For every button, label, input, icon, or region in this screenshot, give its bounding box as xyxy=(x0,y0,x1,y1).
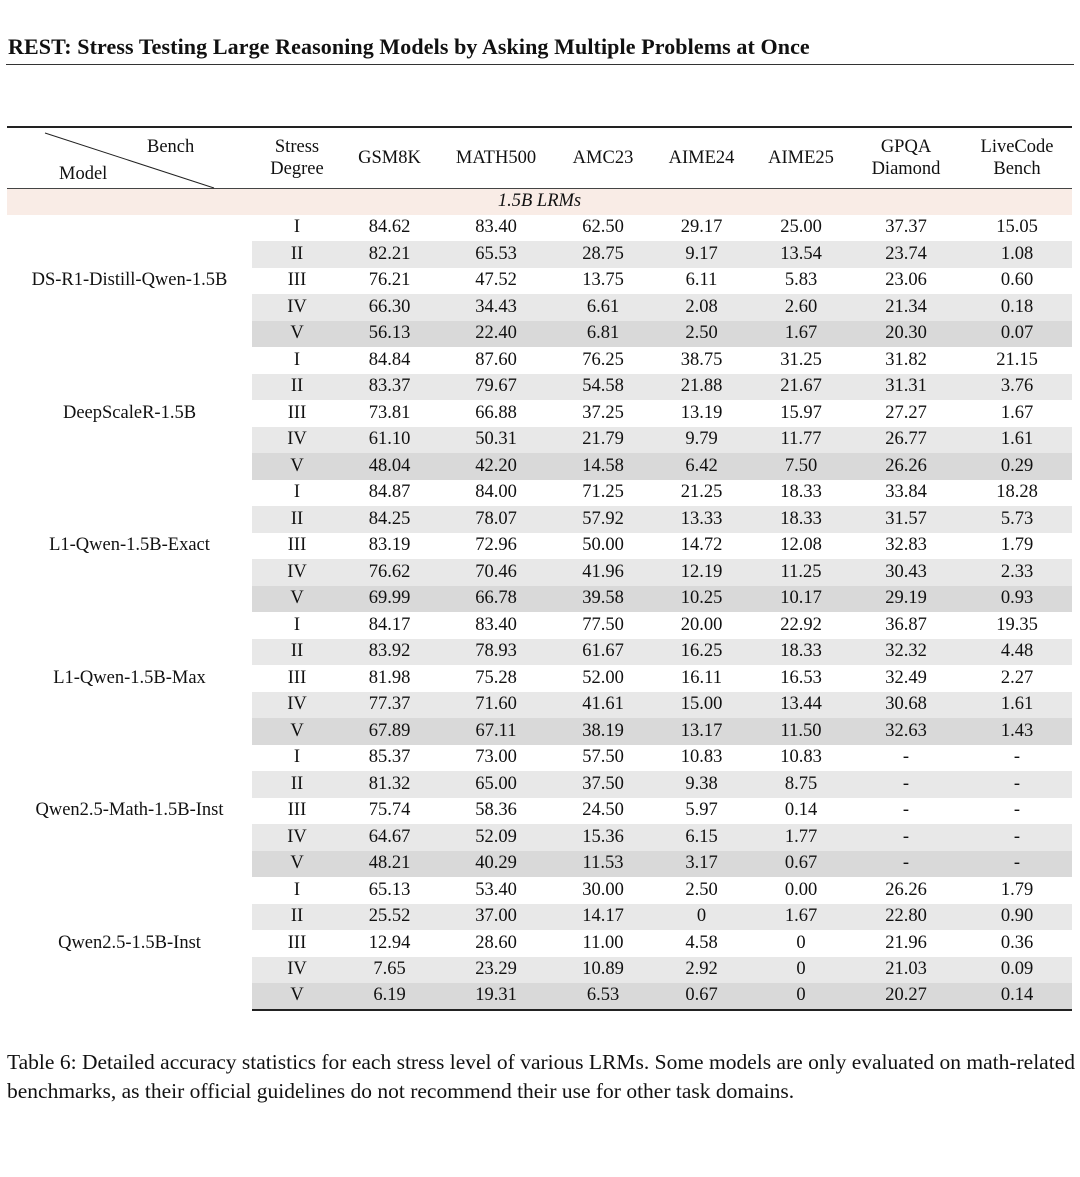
col-header-stress-label: Stress Degree xyxy=(270,136,324,179)
stress-degree-cell: I xyxy=(252,877,342,904)
score-cell: 48.04 xyxy=(342,453,437,480)
score-cell: 14.58 xyxy=(555,453,651,480)
score-cell: 11.25 xyxy=(752,559,850,586)
score-cell: - xyxy=(850,824,962,851)
model-label: Model xyxy=(59,164,108,184)
score-cell: 30.68 xyxy=(850,692,962,719)
table-row xyxy=(7,480,1072,507)
score-cell: 0.67 xyxy=(651,983,752,1010)
score-cell: 0.00 xyxy=(752,877,850,904)
score-cell: 10.25 xyxy=(651,586,752,613)
score-cell: 25.52 xyxy=(342,904,437,931)
score-cell: 0.18 xyxy=(962,294,1072,321)
col-header-livecode-label: LiveCode Bench xyxy=(980,136,1054,179)
score-cell: 6.53 xyxy=(555,983,651,1010)
col-header-aime24: AIME24 xyxy=(651,127,752,188)
score-cell: 31.25 xyxy=(752,347,850,374)
score-cell: 5.73 xyxy=(962,506,1072,533)
score-cell: 25.00 xyxy=(752,215,850,242)
stress-degree-cell: IV xyxy=(252,427,342,454)
score-cell: 72.96 xyxy=(437,533,555,560)
stress-degree-cell: IV xyxy=(252,824,342,851)
model-block xyxy=(7,745,1072,878)
score-cell: 71.60 xyxy=(437,692,555,719)
score-cell: 36.87 xyxy=(850,612,962,639)
stress-degree-cell: V xyxy=(252,586,342,613)
score-cell: 18.33 xyxy=(752,506,850,533)
score-cell: 6.81 xyxy=(555,321,651,348)
score-cell: 9.17 xyxy=(651,241,752,268)
score-cell: 2.60 xyxy=(752,294,850,321)
score-cell: - xyxy=(962,745,1072,772)
col-header-gsm8k: GSM8K xyxy=(342,127,437,188)
stress-degree-cell: III xyxy=(252,665,342,692)
score-cell: 1.67 xyxy=(752,904,850,931)
score-cell: 81.98 xyxy=(342,665,437,692)
stress-degree-cell: III xyxy=(252,400,342,427)
score-cell: 11.50 xyxy=(752,718,850,745)
score-cell: 3.17 xyxy=(651,851,752,878)
score-cell: 15.36 xyxy=(555,824,651,851)
model-block xyxy=(7,347,1072,480)
score-cell: 6.61 xyxy=(555,294,651,321)
score-cell: 76.62 xyxy=(342,559,437,586)
score-cell: 41.61 xyxy=(555,692,651,719)
score-cell: 32.83 xyxy=(850,533,962,560)
model-name-cell: DS-R1-Distill-Qwen-1.5B xyxy=(7,215,252,348)
stress-degree-cell: II xyxy=(252,374,342,401)
results-table xyxy=(7,126,1072,1011)
score-cell: 14.17 xyxy=(555,904,651,931)
score-cell: 32.63 xyxy=(850,718,962,745)
score-cell: 83.40 xyxy=(437,215,555,242)
score-cell: 15.05 xyxy=(962,215,1072,242)
group-label: 1.5B LRMs xyxy=(7,188,1072,215)
score-cell: 18.33 xyxy=(752,639,850,666)
score-cell: 18.33 xyxy=(752,480,850,507)
score-cell: 1.79 xyxy=(962,877,1072,904)
stress-degree-cell: IV xyxy=(252,692,342,719)
score-cell: 84.25 xyxy=(342,506,437,533)
score-cell: 10.89 xyxy=(555,957,651,984)
score-cell: 62.50 xyxy=(555,215,651,242)
score-cell: 66.88 xyxy=(437,400,555,427)
score-cell: 77.50 xyxy=(555,612,651,639)
score-cell: 0.14 xyxy=(962,983,1072,1010)
score-cell: 26.77 xyxy=(850,427,962,454)
stress-degree-cell: I xyxy=(252,745,342,772)
score-cell: 15.00 xyxy=(651,692,752,719)
running-head: REST: Stress Testing Large Reasoning Models by Asking Multiple Problems at Once xyxy=(8,34,810,59)
score-cell: 65.53 xyxy=(437,241,555,268)
score-cell: 84.17 xyxy=(342,612,437,639)
model-name-cell: L1-Qwen-1.5B-Exact xyxy=(7,480,252,613)
stress-degree-cell: I xyxy=(252,612,342,639)
score-cell: 70.46 xyxy=(437,559,555,586)
model-block xyxy=(7,612,1072,745)
score-cell: 0.60 xyxy=(962,268,1072,295)
score-cell: 13.44 xyxy=(752,692,850,719)
score-cell: 0.36 xyxy=(962,930,1072,957)
score-cell: 1.08 xyxy=(962,241,1072,268)
stress-degree-cell: V xyxy=(252,321,342,348)
score-cell: 19.31 xyxy=(437,983,555,1010)
score-cell: 39.58 xyxy=(555,586,651,613)
score-cell: 37.25 xyxy=(555,400,651,427)
score-cell: 13.19 xyxy=(651,400,752,427)
score-cell: 32.49 xyxy=(850,665,962,692)
score-cell: 58.36 xyxy=(437,798,555,825)
score-cell: 13.17 xyxy=(651,718,752,745)
score-cell: 26.26 xyxy=(850,453,962,480)
score-cell: 22.80 xyxy=(850,904,962,931)
col-header-math500: MATH500 xyxy=(437,127,555,188)
score-cell: 10.83 xyxy=(651,745,752,772)
score-cell: 26.26 xyxy=(850,877,962,904)
score-cell: 5.97 xyxy=(651,798,752,825)
score-cell: 31.31 xyxy=(850,374,962,401)
score-cell: 0 xyxy=(752,983,850,1010)
col-header-amc23: AMC23 xyxy=(555,127,651,188)
score-cell: 21.79 xyxy=(555,427,651,454)
score-cell: 6.42 xyxy=(651,453,752,480)
score-cell: 7.65 xyxy=(342,957,437,984)
score-cell: 64.67 xyxy=(342,824,437,851)
stress-degree-cell: IV xyxy=(252,957,342,984)
stress-degree-cell: IV xyxy=(252,559,342,586)
score-cell: 38.19 xyxy=(555,718,651,745)
score-cell: 7.50 xyxy=(752,453,850,480)
score-cell: 61.67 xyxy=(555,639,651,666)
score-cell: 50.00 xyxy=(555,533,651,560)
score-cell: 83.37 xyxy=(342,374,437,401)
score-cell: 0.14 xyxy=(752,798,850,825)
score-cell: 33.84 xyxy=(850,480,962,507)
stress-degree-cell: V xyxy=(252,851,342,878)
stress-degree-cell: II xyxy=(252,506,342,533)
score-cell: 69.99 xyxy=(342,586,437,613)
col-header-stress xyxy=(252,127,342,188)
table-row xyxy=(7,215,1072,242)
score-cell: 2.33 xyxy=(962,559,1072,586)
score-cell: 13.75 xyxy=(555,268,651,295)
score-cell: 12.19 xyxy=(651,559,752,586)
score-cell: 66.78 xyxy=(437,586,555,613)
score-cell: 8.75 xyxy=(752,771,850,798)
bench-label: Bench xyxy=(147,137,195,157)
score-cell: 52.00 xyxy=(555,665,651,692)
bench-model-header-cell xyxy=(7,127,252,188)
score-cell: - xyxy=(850,798,962,825)
score-cell: 21.34 xyxy=(850,294,962,321)
score-cell: 83.40 xyxy=(437,612,555,639)
score-cell: 0.07 xyxy=(962,321,1072,348)
score-cell: 0 xyxy=(752,957,850,984)
stress-degree-cell: V xyxy=(252,718,342,745)
score-cell: 20.27 xyxy=(850,983,962,1010)
score-cell: 84.62 xyxy=(342,215,437,242)
score-cell: 28.60 xyxy=(437,930,555,957)
score-cell: 6.19 xyxy=(342,983,437,1010)
score-cell: 37.50 xyxy=(555,771,651,798)
score-cell: 13.54 xyxy=(752,241,850,268)
model-name-cell: Qwen2.5-Math-1.5B-Inst xyxy=(7,745,252,878)
score-cell: 67.11 xyxy=(437,718,555,745)
group-row xyxy=(7,188,1072,215)
score-cell: 37.00 xyxy=(437,904,555,931)
score-cell: 11.77 xyxy=(752,427,850,454)
score-cell: - xyxy=(850,851,962,878)
score-cell: 23.74 xyxy=(850,241,962,268)
score-cell: 76.21 xyxy=(342,268,437,295)
score-cell: 34.43 xyxy=(437,294,555,321)
score-cell: 83.19 xyxy=(342,533,437,560)
score-cell: 37.37 xyxy=(850,215,962,242)
stress-degree-cell: V xyxy=(252,983,342,1010)
score-cell: 21.25 xyxy=(651,480,752,507)
table-row xyxy=(7,612,1072,639)
score-cell: 57.92 xyxy=(555,506,651,533)
score-cell: 57.50 xyxy=(555,745,651,772)
score-cell: 66.30 xyxy=(342,294,437,321)
score-cell: 24.50 xyxy=(555,798,651,825)
stress-degree-cell: II xyxy=(252,904,342,931)
score-cell: 21.03 xyxy=(850,957,962,984)
table-caption: Table 6: Detailed accuracy statistics for each stress level of various LRMs. Some models are only evaluated on math-related benchmarks, as their official guidelines do not recommend their use for other task domains. xyxy=(7,1050,1075,1103)
score-cell: 1.77 xyxy=(752,824,850,851)
score-cell: 75.28 xyxy=(437,665,555,692)
score-cell: 6.11 xyxy=(651,268,752,295)
model-name-cell: DeepScaleR-1.5B xyxy=(7,347,252,480)
stress-degree-cell: V xyxy=(252,453,342,480)
score-cell: 75.74 xyxy=(342,798,437,825)
score-cell: 22.40 xyxy=(437,321,555,348)
score-cell: 2.50 xyxy=(651,877,752,904)
score-cell: 5.83 xyxy=(752,268,850,295)
score-cell: 15.97 xyxy=(752,400,850,427)
score-cell: 2.08 xyxy=(651,294,752,321)
score-cell: 0.93 xyxy=(962,586,1072,613)
score-cell: - xyxy=(962,798,1072,825)
score-cell: - xyxy=(850,771,962,798)
score-cell: 1.67 xyxy=(752,321,850,348)
stress-degree-cell: I xyxy=(252,215,342,242)
score-cell: 16.11 xyxy=(651,665,752,692)
score-cell: 9.79 xyxy=(651,427,752,454)
score-cell: 18.28 xyxy=(962,480,1072,507)
score-cell: 71.25 xyxy=(555,480,651,507)
col-header-livecode xyxy=(962,127,1072,188)
model-block xyxy=(7,877,1072,1010)
score-cell: 0.67 xyxy=(752,851,850,878)
score-cell: 0 xyxy=(651,904,752,931)
score-cell: 19.35 xyxy=(962,612,1072,639)
stress-degree-cell: II xyxy=(252,639,342,666)
score-cell: 42.20 xyxy=(437,453,555,480)
score-cell: 21.15 xyxy=(962,347,1072,374)
score-cell: 30.00 xyxy=(555,877,651,904)
score-cell: 16.25 xyxy=(651,639,752,666)
score-cell: 0 xyxy=(752,930,850,957)
score-cell: 23.29 xyxy=(437,957,555,984)
score-cell: 81.32 xyxy=(342,771,437,798)
score-cell: 0.29 xyxy=(962,453,1072,480)
score-cell: 76.25 xyxy=(555,347,651,374)
score-cell: 11.53 xyxy=(555,851,651,878)
score-cell: - xyxy=(962,771,1072,798)
score-cell: 73.00 xyxy=(437,745,555,772)
stress-degree-cell: III xyxy=(252,533,342,560)
model-block xyxy=(7,215,1072,348)
score-cell: 21.67 xyxy=(752,374,850,401)
score-cell: 1.43 xyxy=(962,718,1072,745)
score-cell: 31.57 xyxy=(850,506,962,533)
score-cell: - xyxy=(850,745,962,772)
score-cell: 20.30 xyxy=(850,321,962,348)
score-cell: 4.58 xyxy=(651,930,752,957)
stress-degree-cell: II xyxy=(252,771,342,798)
score-cell: 84.00 xyxy=(437,480,555,507)
score-cell: 56.13 xyxy=(342,321,437,348)
score-cell: 28.75 xyxy=(555,241,651,268)
score-cell: 84.87 xyxy=(342,480,437,507)
score-cell: 82.21 xyxy=(342,241,437,268)
score-cell: 50.31 xyxy=(437,427,555,454)
score-cell: 31.82 xyxy=(850,347,962,374)
table-row xyxy=(7,347,1072,374)
score-cell: 4.48 xyxy=(962,639,1072,666)
score-cell: 12.94 xyxy=(342,930,437,957)
score-cell: 1.67 xyxy=(962,400,1072,427)
score-cell: 13.33 xyxy=(651,506,752,533)
score-cell: 6.15 xyxy=(651,824,752,851)
score-cell: 41.96 xyxy=(555,559,651,586)
score-cell: 65.13 xyxy=(342,877,437,904)
score-cell: 1.79 xyxy=(962,533,1072,560)
score-cell: 10.17 xyxy=(752,586,850,613)
score-cell: 85.37 xyxy=(342,745,437,772)
stress-degree-cell: I xyxy=(252,347,342,374)
score-cell: 77.37 xyxy=(342,692,437,719)
score-cell: 21.96 xyxy=(850,930,962,957)
score-cell: 14.72 xyxy=(651,533,752,560)
score-cell: 0.09 xyxy=(962,957,1072,984)
stress-degree-cell: II xyxy=(252,241,342,268)
diagonal-divider xyxy=(7,128,252,189)
score-cell: 78.93 xyxy=(437,639,555,666)
score-cell: 47.52 xyxy=(437,268,555,295)
score-cell: 30.43 xyxy=(850,559,962,586)
score-cell: 84.84 xyxy=(342,347,437,374)
score-cell: 22.92 xyxy=(752,612,850,639)
score-cell: 11.00 xyxy=(555,930,651,957)
model-name-cell: L1-Qwen-1.5B-Max xyxy=(7,612,252,745)
score-cell: 65.00 xyxy=(437,771,555,798)
col-header-gpqa xyxy=(850,127,962,188)
stress-degree-cell: III xyxy=(252,268,342,295)
score-cell: 38.75 xyxy=(651,347,752,374)
stress-degree-cell: I xyxy=(252,480,342,507)
model-name-cell: Qwen2.5-1.5B-Inst xyxy=(7,877,252,1010)
score-cell: 78.07 xyxy=(437,506,555,533)
score-cell: 79.67 xyxy=(437,374,555,401)
score-cell: 67.89 xyxy=(342,718,437,745)
col-header-aime25: AIME25 xyxy=(752,127,850,188)
score-cell: 23.06 xyxy=(850,268,962,295)
score-cell: 52.09 xyxy=(437,824,555,851)
table-row xyxy=(7,745,1072,772)
score-cell: 32.32 xyxy=(850,639,962,666)
score-cell: 48.21 xyxy=(342,851,437,878)
score-cell: 1.61 xyxy=(962,692,1072,719)
score-cell: 21.88 xyxy=(651,374,752,401)
score-cell: 73.81 xyxy=(342,400,437,427)
score-cell: 54.58 xyxy=(555,374,651,401)
score-cell: 9.38 xyxy=(651,771,752,798)
score-cell: - xyxy=(962,824,1072,851)
score-cell: 0.90 xyxy=(962,904,1072,931)
score-cell: 20.00 xyxy=(651,612,752,639)
running-head-rule xyxy=(6,64,1074,65)
score-cell: 29.19 xyxy=(850,586,962,613)
score-cell: 2.50 xyxy=(651,321,752,348)
score-cell: 40.29 xyxy=(437,851,555,878)
stress-degree-cell: III xyxy=(252,930,342,957)
score-cell: 3.76 xyxy=(962,374,1072,401)
score-cell: - xyxy=(962,851,1072,878)
header-row xyxy=(7,127,1072,188)
score-cell: 87.60 xyxy=(437,347,555,374)
col-header-gpqa-label: GPQA Diamond xyxy=(871,136,941,179)
score-cell: 2.27 xyxy=(962,665,1072,692)
score-cell: 61.10 xyxy=(342,427,437,454)
score-cell: 10.83 xyxy=(752,745,850,772)
score-cell: 29.17 xyxy=(651,215,752,242)
stress-degree-cell: IV xyxy=(252,294,342,321)
score-cell: 16.53 xyxy=(752,665,850,692)
model-block xyxy=(7,480,1072,613)
score-cell: 27.27 xyxy=(850,400,962,427)
score-cell: 12.08 xyxy=(752,533,850,560)
score-cell: 2.92 xyxy=(651,957,752,984)
table-row xyxy=(7,877,1072,904)
score-cell: 1.61 xyxy=(962,427,1072,454)
score-cell: 83.92 xyxy=(342,639,437,666)
stress-degree-cell: III xyxy=(252,798,342,825)
score-cell: 53.40 xyxy=(437,877,555,904)
